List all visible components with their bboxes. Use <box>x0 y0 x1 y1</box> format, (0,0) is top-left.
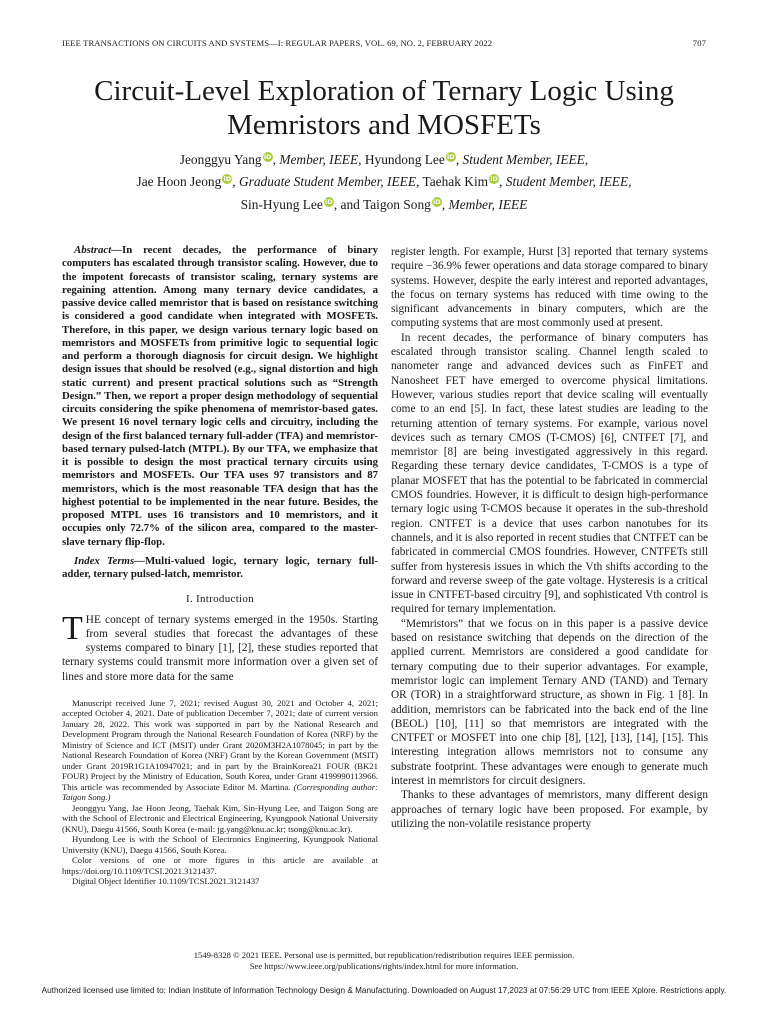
author-name: Jae Hoon Jeong <box>136 174 222 190</box>
orcid-icon[interactable]: iD <box>447 153 455 161</box>
author-name: Taehak Kim <box>422 174 489 190</box>
copyright-notice <box>40 950 728 972</box>
author-membership: Member, IEEE <box>448 196 528 212</box>
orcid-icon[interactable]: iD <box>325 197 333 206</box>
right-column <box>391 245 708 831</box>
body-paragraph: Thanks to these advantages of memristors, many different design approaches of ternary logic have been proposed. For example, by utilizing the non-volatile resistance property <box>391 789 708 830</box>
footnotes <box>62 698 378 887</box>
abstract-lead: Abstract— <box>74 244 122 256</box>
body-paragraph: In recent decades, the performance of binary computers has escalated through transistor scaling. Channel length scaled to nanometer range and advanced devices such as FinFET and Nanosheet FET have emerged to overcome physical limitations. However, various studies report that device scaling will eventually come to an end [5]. In fact, these latest studies are leading to the returning attention of ternary systems. For example, various novel devices such as ternary CMOS (T-CMOS) [6], CNTFET [7], and memristor [8] are being investigated aggressively in this regard. Regarding these ternary device candidates, T-CMOS is a type of planar MOSFET that has the potential to be fabricated in commercial CMOS foundries. However, it is difficult to design high-performance ternary logic using T-CMOS because it operates in the sub-threshold region. CNTFET is a device that uses carbon nanotubes for its channels, and it is also reported in recent studies that CNTFET can be fabricated in commercial CMOS foundries. However, CNTFETs still suffer from hysteresis issues in which the Vth shifts according to the forward and reverse sweep of the gate voltage. Hysteresis is a critical issue in CNTFET-based circuitry [9], and sophisticated Vth control is required for ternary implementation. <box>391 331 708 616</box>
author-membership: Student Member, IEEE <box>462 152 585 167</box>
body-paragraph: “Memristors” that we focus on in this paper is a passive device based on resistance switching that depends on the direction of the applied current. Memristors are considered a good candidate for ternary computing due to their superior advantages. For example, memristor logic can implement Ternary AND (TAND) and Ternary OR (TOR) in a straightforward structure, as shown in Fig. 1 [8]. In addition, memristors can be fabricated into the back end of the line (BEOL) [10], [11] so that memristors are integrated with the CNTFET or MOSFET into one chip [8], [12], [13], [14], [15]. This interesting integration allows memristors not to consume any substrate footprint. These advantages were enough to generate much interest in memristors for circuit designers. <box>391 617 708 787</box>
author-name: Taigon Song <box>362 196 431 212</box>
author-membership: Student Member, IEEE <box>505 174 629 190</box>
abstract <box>62 244 378 549</box>
footnote-color-note: Color versions of one or more figures in this article are available at https://doi.org/10.1109/TCSI.2021.3121437. <box>62 855 378 876</box>
footnote-affiliation-2: Hyundong Lee is with the School of Electronics Engineering, Kyungpook National University (KNU), Daegu 41566, South Korea. <box>62 834 378 855</box>
copyright-line-1: 1549-8328 © 2021 IEEE. Personal use is permitted, but republication/redistribution requires IEEE permission. <box>193 950 575 960</box>
intro-text: HE concept of ternary systems emerged in the 1950s. Starting from several studies that forecast the advantages of these systems compared to binary [1], [2], these studies reported that ternary systems could transmit more information over a given set of lines and store more data for the same <box>62 613 378 683</box>
body-paragraph: register length. For example, Hurst [3] reported that ternary systems require −36.9% fewer operations and data storage compared to binary systems. However, despite the early interest and reported advantages, the focus on ternary systems has reduced with time owing to the significant advancements in binary computers, which are the computing systems that are most commonly used at present. <box>391 246 708 330</box>
index-terms <box>62 555 378 582</box>
author-membership: Member, IEEE <box>279 152 359 167</box>
author-name: Jeonggyu Yang <box>179 152 262 167</box>
copyright-line-2: See https://www.ieee.org/publications/rights/index.html for more information. <box>249 961 519 971</box>
orcid-icon[interactable]: iD <box>490 175 498 184</box>
author-line-2: Jae Hoon Jeong iD, Graduate Student Member, IEEE, Taehak Kim iD, Student Member, IEEE, <box>136 174 632 190</box>
author-name: Sin-Hyung Lee <box>240 196 323 212</box>
page-number: 707 <box>692 38 706 48</box>
footnote-received: Manuscript received June 7, 2021; revised August 30, 2021 and October 4, 2021; accepted October 4, 2021. Date of publication December 7, 2021; date of current version January 28, 2022. This work was supported in part by the National Research and Development Program through the National Research Foundation of Korea (NRF) by the Ministry of Science and ICT (MSIT) under Grant 2020M3H2A1078045; in part by the National Research Foundation of Korea (NRF) Grant by the Korean Government (MSIT) under Grant 2019R1G1A10947021; and in part by the BrainKorea21 FOUR (BK21 FOUR) Project by the Ministry of Education, South Korea, under Grant 4199990113966. This article was recommended by Associate Editor M. Martina. (Corresponding author: Taigon Song.) <box>62 697 379 803</box>
index-terms-lead: Index Terms— <box>74 554 145 567</box>
author-line-3: Sin-Hyung Lee iD, and Taigon Song iD, Member, IEEE <box>240 196 528 212</box>
abstract-text: In recent decades, the performance of binary computers has escalated through transistor scaling. However, due to the impotent forecasts of transistor scaling, ternary systems are regaining attention. Among many ternary device candidates, a passive device called memristor that is based on resistance switching is considered a good candidate when integrated with MOSFETs. Therefore, in this paper, we design various ternary logic based on memristors and MOSFETs from primitive logic to sequential logic and perform a thorough diagnosis for circuit design. We highlight design issues that should be resolved (e.g., signal distortion and high static current) and present practical solutions such as “Strength Design.” Then, we report a proper design methodology of sequential circuits considering the spike phenomena of memristor-based gates. We present 16 novel ternary logic cells and circuitry, including the design of the first balanced ternary full-adder (TFA) and memristor-based ternary pulsed-latch (MTPL). By our TFA, we emphasize that it is possible to design the most practical ternary circuits using memristors and MOSFETs. Our TFA uses 97 transistors and 87 memristors, which is the most reasonable TFA design that has the highest potential to be implemented in the near future. Besides, the proposed MTPL uses 16 transistors and 10 memristors, and it occupies only 72.7% of the silicon area, compared to the master-slave ternary flip-flop. <box>62 244 378 548</box>
corresponding-author: (Corresponding author: Taigon Song.) <box>62 781 379 803</box>
author-membership: Graduate Student Member, IEEE <box>238 174 416 190</box>
journal-name: IEEE TRANSACTIONS ON CIRCUITS AND SYSTEMS—I: REGULAR PAPERS, VOL. 69, NO. 2, FEBRUARY 2022 <box>62 38 493 48</box>
drop-cap: T <box>62 609 83 647</box>
section-heading: I. Introduction <box>185 593 255 606</box>
footnote-doi: Digital Object Identifier 10.1109/TCSI.2021.3121437 <box>72 876 260 887</box>
intro-paragraph <box>62 609 378 684</box>
author-line-1: Jeonggyu Yang iD, Member, IEEE, Hyundong Lee iD, Student Member, IEEE, <box>179 152 589 167</box>
left-column <box>62 244 378 887</box>
orcid-icon[interactable]: iD <box>223 175 232 184</box>
author-name: Hyundong Lee <box>364 152 445 167</box>
running-head <box>62 38 706 48</box>
footnote-affiliation-1: Jeonggyu Yang, Jae Hoon Jeong, Taehak Kim, Sin-Hyung Lee, and Taigon Song are with the School of Electronic and Electrical Engineering, Kyungpook National University (KNU), Daegu 41566, South Korea (e-mail: jg.yang@knu.ac.kr; tsong@knu.ac.kr). <box>62 802 378 834</box>
download-notice: Authorized licensed use limited to: Indian Institute of Information Technology Design & Manufacturing. Downloaded on August 17,2023 at 07:56:29 UTC from IEEE Xplore. Restrictions apply. <box>41 986 727 995</box>
author-list <box>40 149 728 216</box>
orcid-icon[interactable]: iD <box>263 153 272 161</box>
orcid-icon[interactable]: iD <box>433 197 441 206</box>
author-connector: and <box>340 196 360 212</box>
paper-title: Circuit-Level Exploration of Ternary Logic Using Memristors and MOSFETs <box>94 75 674 141</box>
index-terms-text: Multi-valued logic, ternary logic, ternary full-adder, ternary pulsed-latch, memristor. <box>62 554 378 580</box>
